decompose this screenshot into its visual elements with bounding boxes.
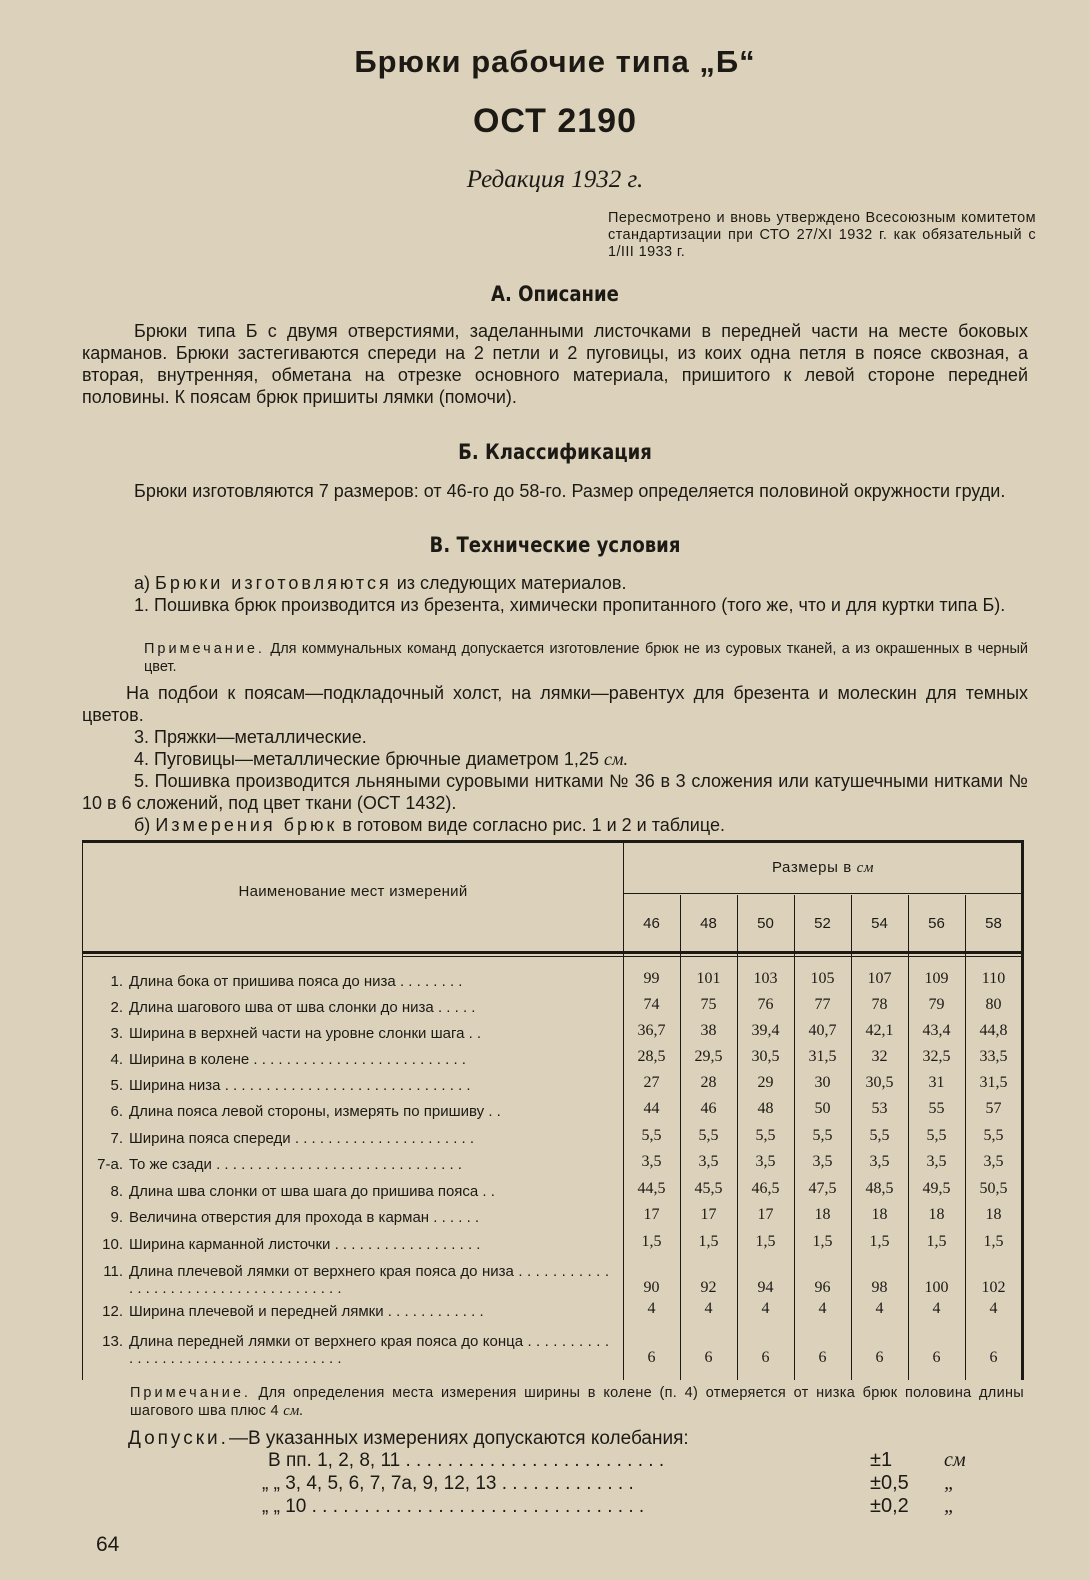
table-cell: 29,5	[694, 1048, 723, 1065]
table-cell: 4	[818, 1300, 827, 1317]
table-cell: 48	[757, 1100, 774, 1117]
section-a-text: Брюки типа Б с двумя отверстиями, заделанными листочками в передней части на месте боковых карманов. Брюки застегиваются спереди на 2 петли и 2 пуговицы, из коих одна петля в поясе сквозная, а вторая, внутренняя, обметана на отрезке основного материала, пришитого к левой стороне передней половины. К поясам брюк пришиты лямки (помочи).	[82, 321, 1028, 407]
table-row-label	[89, 1333, 609, 1367]
table-cell: 5,5	[755, 1127, 776, 1144]
note-1: Примечание. Для коммунальных команд допускается изготовление брюк не из суровых тканей, а из окрашенных в черный цвет.	[144, 641, 1028, 675]
table-cell: 77	[814, 996, 831, 1013]
table-cell: 102	[981, 1279, 1006, 1296]
table-cell: 45,5	[694, 1180, 723, 1197]
table-cell: 6	[704, 1349, 713, 1366]
size-column-header: 54	[871, 915, 888, 932]
tolerance-unit: см	[944, 1449, 966, 1471]
materials-intro: а) Брюки изготовляются из следующих материалов.	[134, 573, 627, 593]
size-column-header: 52	[814, 915, 831, 932]
table-cell: 40,7	[808, 1022, 837, 1039]
table-cell: 80	[985, 996, 1002, 1013]
table-cell: 5,5	[812, 1127, 833, 1144]
table-cell: 27	[643, 1074, 660, 1091]
row-number: 2.	[110, 999, 123, 1016]
table-cell: 3,5	[812, 1153, 833, 1170]
row-text: Величина отверстия для прохода в карман . . . . . .	[129, 1209, 480, 1226]
table-cell: 17	[700, 1206, 717, 1223]
table-cell: 109	[924, 970, 949, 987]
table-row-label	[89, 1156, 619, 1173]
table-cell: 100	[924, 1279, 949, 1296]
note-2: Примечание. Для определения места измерения ширины в колене (п. 4) отмеряется от низка брюк половина длины шагового шва плюс 4 см.	[130, 1385, 1024, 1419]
document-title: Брюки рабочие типа „Б“	[354, 44, 756, 79]
row-number: 6.	[110, 1103, 123, 1120]
row-number: 13.	[102, 1333, 123, 1350]
table-cell: 6	[647, 1349, 656, 1366]
section-c-heading: В. Технические условия	[429, 533, 681, 557]
table-cell: 50	[814, 1100, 831, 1117]
row-number: 9.	[110, 1209, 123, 1226]
table-cell: 18	[814, 1206, 831, 1223]
row-text: Ширина в колене . . . . . . . . . . . . . . . . . . . . . . . . . .	[129, 1051, 466, 1068]
table-cell: 99	[643, 970, 660, 987]
row-number: 7.	[110, 1130, 123, 1147]
table-cell: 36,7	[637, 1022, 666, 1039]
table-cell: 47,5	[808, 1180, 837, 1197]
table-cell: 49,5	[922, 1180, 951, 1197]
page-number: 64	[96, 1533, 120, 1556]
row-number: 10.	[102, 1236, 123, 1253]
table-cell: 31,5	[808, 1048, 837, 1065]
table-row-label	[89, 1130, 619, 1147]
row-number: 5.	[110, 1077, 123, 1094]
table-cell: 46,5	[751, 1180, 780, 1197]
row-text: Длина пояса левой стороны, измерять по пришиву . .	[129, 1103, 501, 1120]
size-column-header: 56	[928, 915, 945, 932]
item-3: 3. Пряжки—металлические.	[134, 727, 367, 747]
table-cell: 18	[928, 1206, 945, 1223]
standard-number: ОСТ 2190	[472, 102, 637, 140]
table-cell: 105	[810, 970, 835, 987]
table-cell: 6	[989, 1349, 998, 1366]
row-text: Длина плечевой лямки от верхнего края пояса до низа . . . . . . . . . . . . . . . . . . . . . . . . . . . . . . . . . . . . .	[129, 1263, 609, 1297]
table-cell: 92	[700, 1279, 717, 1296]
table-cell: 48,5	[865, 1180, 894, 1197]
table-cell: 31	[928, 1074, 945, 1091]
table-cell: 4	[932, 1300, 941, 1317]
table-cell: 4	[761, 1300, 770, 1317]
table-cell: 18	[871, 1206, 888, 1223]
item-4: 4. Пуговицы—металлические брючные диаметром 1,25 см.	[134, 749, 628, 769]
table-cell: 3,5	[926, 1153, 947, 1170]
table-cell: 44,8	[979, 1022, 1008, 1039]
table-cell: 5,5	[926, 1127, 947, 1144]
table-cell: 53	[871, 1100, 888, 1117]
tolerances-heading: Допуски.—В указанных измерениях допускаются колебания:	[128, 1428, 689, 1449]
row-number: 11.	[103, 1263, 123, 1280]
row-text: Длина бока от пришива пояса до низа . . . . . . . .	[129, 973, 463, 990]
table-cell: 1,5	[812, 1233, 833, 1250]
table-cell: 18	[985, 1206, 1002, 1223]
table-cell: 31,5	[979, 1074, 1008, 1091]
table-cell: 39,4	[751, 1022, 780, 1039]
table-cell: 1,5	[926, 1233, 947, 1250]
table-row-label	[89, 1025, 619, 1042]
table-cell: 5,5	[641, 1127, 662, 1144]
table-cell: 6	[932, 1349, 941, 1366]
table-cell: 30	[814, 1074, 831, 1091]
table-cell: 32,5	[922, 1048, 951, 1065]
table-cell: 107	[867, 970, 892, 987]
row-text: Ширина низа . . . . . . . . . . . . . . . . . . . . . . . . . . . . . .	[129, 1077, 471, 1094]
table-cell: 17	[757, 1206, 774, 1223]
section-b-heading: Б. Классификация	[458, 440, 652, 464]
edition-line: Редакция 1932 г.	[466, 166, 644, 193]
row-text: Длина шагового шва от шва слонки до низа . . . . .	[129, 999, 476, 1016]
section-a-heading: А. Описание	[491, 282, 619, 306]
row-text: Ширина в верхней части на уровне слонки шага . .	[129, 1025, 482, 1042]
table-row-label	[89, 999, 619, 1016]
table-cell: 74	[643, 996, 660, 1013]
table-row-label	[89, 1051, 619, 1068]
table-cell: 17	[643, 1206, 660, 1223]
table-row-label	[89, 973, 619, 990]
table-cell: 4	[704, 1300, 713, 1317]
table-row-label	[89, 1077, 619, 1094]
tolerance-line: „ „ 10 . . . . . . . . . . . . . . . . . . . . . . . . . . . . . . . .	[262, 1496, 645, 1517]
item-1: 1. Пошивка брюк производится из брезента, химически пропитанного (того же, что и для куртки типа Б).	[134, 595, 1006, 615]
table-cell: 96	[814, 1279, 831, 1296]
table-cell: 75	[700, 996, 717, 1013]
size-column-header: 58	[985, 915, 1002, 932]
table-cell: 33,5	[979, 1048, 1008, 1065]
row-number: 4.	[110, 1051, 123, 1068]
row-number: 3.	[110, 1025, 123, 1042]
row-text: Ширина плечевой и передней лямки . . . . . . . . . . . .	[129, 1303, 484, 1320]
size-column-header: 48	[700, 915, 717, 932]
table-cell: 3,5	[869, 1153, 890, 1170]
size-column-header: 46	[643, 915, 660, 932]
table-cell: 29	[757, 1074, 774, 1091]
row-text: То же сзади . . . . . . . . . . . . . . . . . . . . . . . . . . . . . .	[129, 1156, 462, 1173]
table-cell: 5,5	[983, 1127, 1004, 1144]
tolerance-value: ±0,5	[870, 1472, 909, 1494]
table-cell: 103	[753, 970, 778, 987]
tolerance-unit: „	[944, 1495, 956, 1517]
table-cell: 4	[875, 1300, 884, 1317]
table-cell: 6	[761, 1349, 770, 1366]
table-cell: 6	[818, 1349, 827, 1366]
table-cell: 46	[700, 1100, 717, 1117]
measurements-table	[82, 840, 1024, 1380]
sizes-divider	[623, 893, 1023, 894]
table-cell: 79	[928, 996, 945, 1013]
size-column-header: 50	[757, 915, 774, 932]
row-text: Ширина карманной листочки . . . . . . . . . . . . . . . . . .	[129, 1236, 481, 1253]
table-cell: 6	[875, 1349, 884, 1366]
table-cell: 78	[871, 996, 888, 1013]
table-cell: 50,5	[979, 1180, 1008, 1197]
row-text: Ширина пояса спереди . . . . . . . . . . . . . . . . . . . . . .	[129, 1130, 475, 1147]
row-number: 7-а.	[97, 1156, 123, 1173]
table-cell: 98	[871, 1279, 888, 1296]
sizes-header: Размеры в см	[771, 859, 875, 876]
table-cell: 42,1	[865, 1022, 894, 1039]
tolerance-value: ±1	[870, 1449, 893, 1471]
measurements-intro: б) Измерения брюк в готовом виде согласно рис. 1 и 2 и таблице.	[134, 815, 725, 835]
table-cell: 110	[981, 970, 1006, 987]
row-text: Длина шва слонки от шва шага до пришива пояса . .	[129, 1183, 495, 1200]
table-cell: 30,5	[865, 1074, 894, 1091]
table-row-label	[89, 1209, 619, 1226]
table-cell: 4	[647, 1300, 656, 1317]
tolerance-line: „ „ 3, 4, 5, 6, 7, 7а, 9, 12, 13 . . . . . . . . . . . . .	[262, 1473, 634, 1494]
table-row-label	[89, 1183, 619, 1200]
table-cell: 30,5	[751, 1048, 780, 1065]
tolerance-unit: „	[944, 1472, 956, 1494]
table-cell: 5,5	[698, 1127, 719, 1144]
table-cell: 5,5	[869, 1127, 890, 1144]
row-number: 12.	[102, 1303, 123, 1320]
name-column-header: Наименование мест измерений	[238, 883, 468, 900]
table-cell: 57	[985, 1100, 1002, 1117]
table-cell: 28	[700, 1074, 717, 1091]
section-b-text: Брюки изготовляются 7 размеров: от 46-го до 58-го. Размер определяется половиной окружности груди.	[134, 481, 1006, 501]
table-cell: 1,5	[698, 1233, 719, 1250]
header-rule-thin	[83, 956, 1021, 957]
tolerance-value: ±0,2	[870, 1495, 909, 1517]
item-5: 5. Пошивка производится льняными суровыми нитками № 36 в 3 сложения или катушечными нитками № 10 в 6 сложений, под цвет ткани (ОСТ 1432).	[82, 771, 1028, 813]
tolerance-line: В пп. 1, 2, 8, 11 . . . . . . . . . . . . . . . . . . . . . . . . .	[268, 1450, 665, 1471]
table-cell: 94	[757, 1279, 774, 1296]
table-cell: 44	[643, 1100, 660, 1117]
table-cell: 44,5	[637, 1180, 666, 1197]
table-cell: 3,5	[755, 1153, 776, 1170]
approval-note: Пересмотрено и вновь утверждено Всесоюзным комитетом стандартизации при СТО 27/XI 1932 г. как обязательный с 1/III 1933 г.	[608, 210, 1036, 260]
table-row-label	[89, 1103, 619, 1120]
table-cell: 43,4	[922, 1022, 951, 1039]
table-row-label	[89, 1263, 609, 1297]
table-cell: 101	[696, 970, 721, 987]
table-cell: 28,5	[637, 1048, 666, 1065]
row-number: 1.	[110, 973, 123, 990]
row-number: 8.	[110, 1183, 123, 1200]
table-cell: 38	[700, 1022, 717, 1039]
table-cell: 3,5	[983, 1153, 1004, 1170]
table-row-label	[89, 1236, 619, 1253]
table-cell: 1,5	[869, 1233, 890, 1250]
row-text: Длина передней лямки от верхнего края пояса до конца . . . . . . . . . . . . . . . . . . . . . . . . . . . . . . . . . . . .	[129, 1333, 609, 1367]
table-cell: 32	[871, 1048, 888, 1065]
header-rule	[83, 951, 1021, 954]
table-cell: 3,5	[698, 1153, 719, 1170]
table-cell: 1,5	[755, 1233, 776, 1250]
table-cell: 3,5	[641, 1153, 662, 1170]
table-row-label	[89, 1303, 619, 1320]
table-cell: 4	[989, 1300, 998, 1317]
table-cell: 90	[643, 1279, 660, 1296]
table-cell: 1,5	[641, 1233, 662, 1250]
table-cell: 76	[757, 996, 774, 1013]
table-cell: 1,5	[983, 1233, 1004, 1250]
item-2: На подбои к поясам—подкладочный холст, на лямки—равентух для брезента и молескин для темных цветов.	[82, 683, 1028, 725]
table-cell: 55	[928, 1100, 945, 1117]
